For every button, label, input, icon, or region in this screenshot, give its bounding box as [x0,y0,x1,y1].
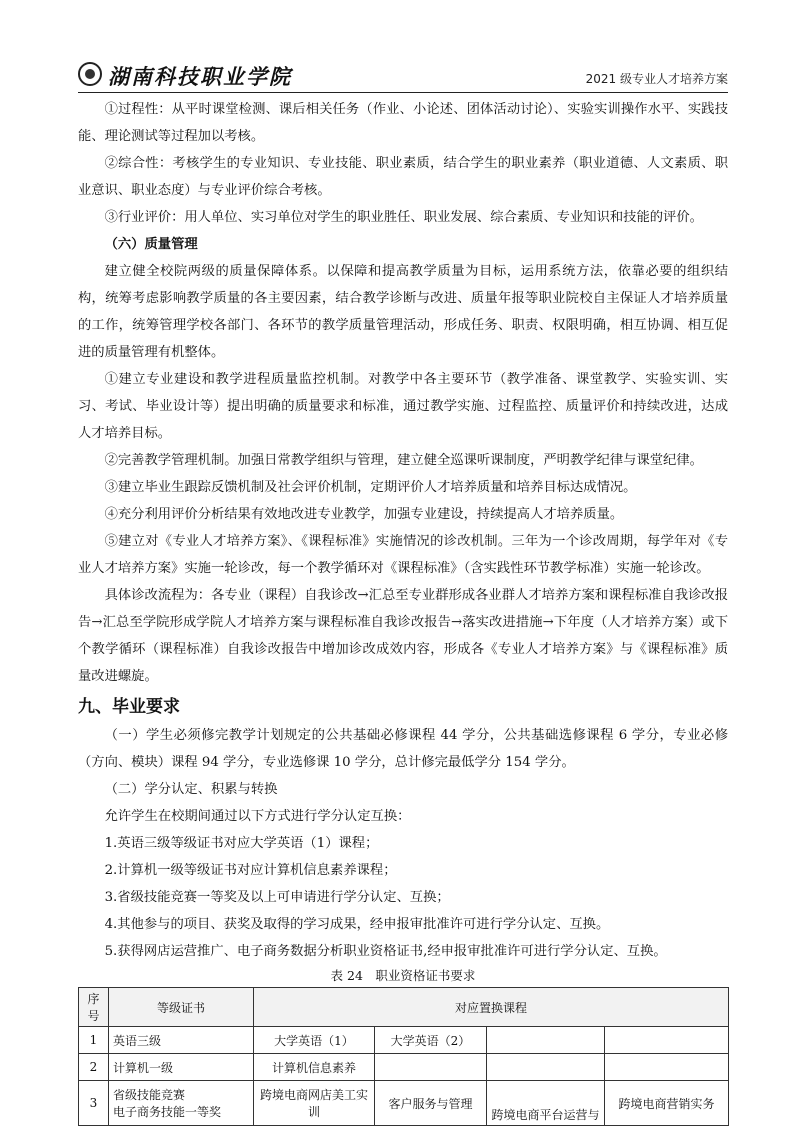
list-item: 4.其他参与的项目、获奖及取得的学习成果，经申报审批准许可进行学分认定、互换。 [104,917,610,932]
page-content [78,96,728,1126]
paragraph: ②综合性：考核学生的专业知识、专业技能、职业素质，结合学生的职业素养（职业道德、人文素质、职业意识、职业态度）与专业评价综合考核。 [78,156,728,198]
paragraph: （一）学生必须修完教学计划规定的公共基础必修课程 44 学分，公共基础选修课程 6 学分，专业必修（方向、模块）课程 94 学分，专业选修课 10 学分，总计修完最低学分 154 学分。 [78,728,728,770]
certificate-table [78,987,729,1126]
cell-course: 跨境电商平台运营与 [487,1081,605,1126]
list-item: 1.英语三级等级证书对应大学英语（1）课程； [104,836,379,851]
cell-cert: 英语三级 [109,1027,254,1054]
document-title: 2021 级专业人才培养方案 [585,72,728,86]
cell-cert-line: 省级技能竞赛 [113,1088,186,1102]
cell-cert: 计算机一级 [109,1054,254,1081]
cell-cert [109,1081,254,1126]
table-row [79,1054,729,1081]
cell-course: 跨境电商营销实务 [605,1081,729,1126]
table-row [79,1081,729,1126]
cell-course [605,1027,729,1054]
table-row [79,1027,729,1054]
school-logo-icon [78,62,102,86]
cell-course: 跨境电商网店美工实训 [254,1081,375,1126]
page-header [78,60,728,93]
paragraph: ⑤建立对《专业人才培养方案》、《课程标准》实施情况的诊改机制。三年为一个诊改周期，每学年对《专业人才培养方案》实施一轮诊改，每一个教学循环对《课程标准》（含实践性环节教学标准）实施一轮诊改。 [78,534,728,576]
header-courses: 对应置换课程 [254,988,729,1027]
list-item: 5.获得网店运营推广、电子商务数据分析职业资格证书,经申报审批准许可进行学分认定、互换。 [104,944,667,959]
cell-course: 计算机信息素养 [254,1054,375,1081]
paragraph: ①过程性：从平时课堂检测、课后相关任务（作业、小论述、团体活动讨论）、实验实训操作水平、实践技能、理论测试等过程加以考核。 [78,102,728,144]
paragraph: ③行业评价：用人单位、实习单位对学生的职业胜任、职业发展、综合素质、专业知识和技能的评价。 [104,210,703,225]
cell-course: 客户服务与管理 [375,1081,487,1126]
list-item: 2.计算机一级等级证书对应计算机信息素养课程； [104,863,397,878]
cell-no: 3 [79,1081,109,1126]
paragraph: ④充分利用评价分析结果有效地改进专业教学，加强专业建设，持续提高人才培养质量。 [104,507,624,522]
cell-cert-line: 电子商务技能一等奖 [113,1105,222,1119]
section-heading-quality: （六）质量管理 [104,237,198,252]
school-name-logo: 湖南科技职业学院 [108,64,292,89]
paragraph: ①建立专业建设和教学进程质量监控机制。对教学中各主要环节（教学准备、课堂教学、实验实训、实习、考试、毕业设计等）提出明确的质量要求和标准，通过教学实施、过程监控、质量评价和持续改进，达成人才培养目标。 [78,372,728,441]
section-heading-graduation: 九、毕业要求 [78,697,180,717]
cell-course [487,1054,605,1081]
paragraph: ②完善教学管理机制。加强日常教学组织与管理，建立健全巡课听课制度，严明教学纪律与课堂纪律。 [104,453,703,468]
paragraph: ③建立毕业生跟踪反馈机制及社会评价机制，定期评价人才培养质量和培养目标达成情况。 [104,480,637,495]
header-no: 序号 [79,988,109,1027]
table-header-row [79,988,729,1027]
cell-course [605,1054,729,1081]
cell-course [375,1054,487,1081]
cell-course: 大学英语（2） [375,1027,487,1054]
table-caption: 表 24 职业资格证书要求 [330,968,476,983]
header-cert: 等级证书 [109,988,254,1027]
paragraph: 建立健全校院两级的质量保障体系。以保障和提高教学质量为目标，运用系统方法，依靠必要的组织结构，统筹考虑影响教学质量的各主要因素，结合教学诊断与改进、质量年报等职业院校自主保证人才培养质量的工作，统筹管理学校各部门、各环节的教学质量管理活动，形成任务、职责、权限明确，相互协调、相互促进的质量管理有机整体。 [78,264,728,360]
cell-no: 2 [79,1054,109,1081]
paragraph: 允许学生在校期间通过以下方式进行学分认定互换： [104,809,411,824]
paragraph: （二）学分认定、积累与转换 [104,782,278,797]
list-item: 3.省级技能竞赛一等奖及以上可申请进行学分认定、互换； [104,890,450,905]
cell-course: 大学英语（1） [254,1027,375,1054]
cell-course [487,1027,605,1054]
paragraph: 具体诊改流程为：各专业（课程）自我诊改→汇总至专业群形成各业群人才培养方案和课程标准自我诊改报告→汇总至学院形成学院人才培养方案与课程标准自我诊改报告→落实改进措施→下年度（人才培养方案）或下个教学循环（课程标准）自我诊改报告中增加诊改成效内容，形成各《专业人才培养方案》与《课程标准》质量改进螺旋。 [78,588,728,684]
cell-no: 1 [79,1027,109,1054]
